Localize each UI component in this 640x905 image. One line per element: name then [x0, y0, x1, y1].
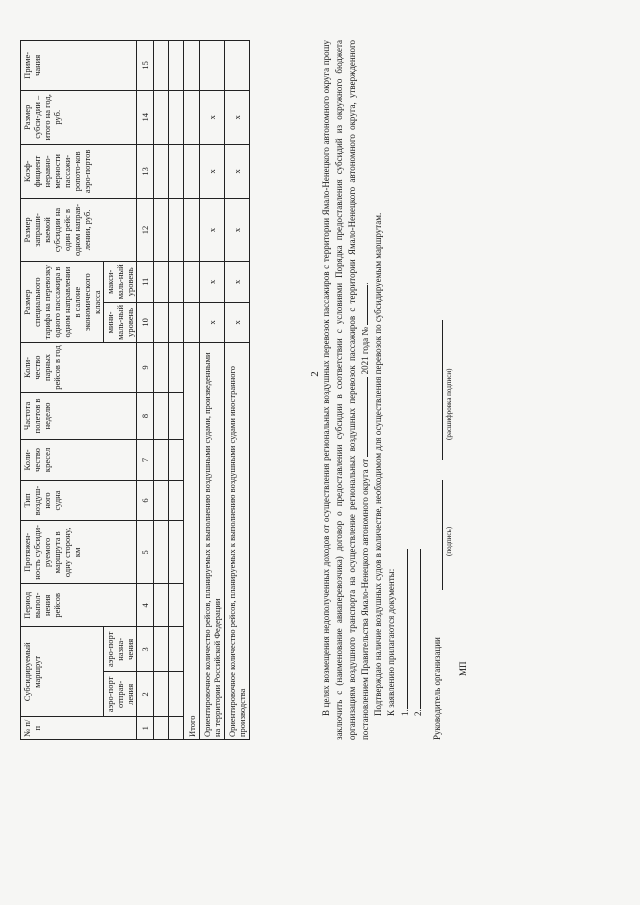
signature-block — [431, 40, 471, 740]
header-frequency: Частота полетов в неделю — [21, 392, 137, 439]
col-number: 11 — [137, 262, 154, 303]
header-pair-flights: Коли-чество парных рейсов в год — [21, 343, 137, 393]
x-mark: х — [200, 302, 225, 343]
foreign-aircraft-row — [225, 41, 250, 740]
table-row — [154, 41, 169, 740]
request-text: В целях возмещения недополученных доходов от осуществления региональных воздушных перевозок пассажиров с территории Ямало-Ненецкого автономного округа прошу заключить с (наименование авиаперевозчика) договор о предоставлении субсидии в соответствии с условиями Порядка предоставления субсидий из окружного бюджета организациям воздушного транспорта на осуществление региональных воздушных перевозок пассажиров с территории Ямало-Ненецкого автономного округа, утвержденного постановлением Правительства Ямало-Ненецкого автономного округа от — [321, 40, 371, 740]
header-tariff-max: макси-маль-ный уровень — [104, 262, 137, 303]
table-row — [169, 41, 184, 740]
x-mark: х — [200, 262, 225, 303]
decode-hint: (расшифровка подписи) — [445, 368, 454, 440]
x-mark: х — [225, 90, 250, 144]
header-notes: Приме-чания — [21, 41, 137, 91]
foreign-aircraft-label: Ориентировочное количество рейсов, планируемых к выполнению воздушными судами иностранного производства — [225, 343, 250, 740]
col-number: 15 — [137, 41, 154, 91]
application-text — [320, 40, 471, 740]
header-aircraft-type: Тип воздуш-ного судна — [21, 480, 137, 521]
total-label: Итого — [184, 343, 200, 740]
paragraph-confirm: Подтверждаю наличие воздушных судов в количестве, необходимом для осуществления перевозок по субсидируемым маршрутам. — [373, 212, 384, 716]
header-tariff-min: мини-маль-ный уровень — [104, 302, 137, 343]
header-route: Субсидируемый маршрут — [21, 627, 104, 717]
header-num: № п/п — [21, 717, 137, 740]
header-coefficient: Коэф-фициент неравно-мерности пассажи-ропото-ков аэро-портов — [21, 144, 137, 198]
col-number: 6 — [137, 480, 154, 521]
col-number: 1 — [137, 717, 154, 740]
header-subsidy-per-flight: Размер запраши-ваемой субсидии на один рейс в одном направ-лении, руб. — [21, 198, 137, 261]
paragraph-request: В целях возмещения недополученных доходов от осуществления региональных воздушных перевозок пассажиров с территории Ямало-Ненецкого автономного округа прошу заключить с (наименование авиаперевозчика) договор о предоставлении субсидии в соответствии с условиями Порядка предоставления субсидий из окружного бюджета организациям воздушного транспорта на осуществление региональных воздушных перевозок пассажиров с территории Ямало-Ненецкого автономного округа, утвержденного постановлением Правительства Ямало-Ненецкого автономного округа от 2021 года № . — [321, 40, 371, 740]
col-number: 7 — [137, 440, 154, 481]
signature-line — [442, 480, 443, 590]
list-item: 2. — [411, 40, 425, 740]
x-mark: х — [200, 90, 225, 144]
header-departure-airport: аэро-порт отправ-ления — [104, 672, 137, 717]
year-number-text: 2021 года № — [360, 326, 371, 375]
x-mark: х — [225, 262, 250, 303]
header-subsidy-total: Размер субси-дии – итого на год, руб. — [21, 90, 137, 144]
col-number: 5 — [137, 521, 154, 584]
col-number: 2 — [137, 672, 154, 717]
stamp-place: МП — [458, 661, 469, 676]
list-item: 1. — [398, 40, 412, 740]
x-mark: х — [225, 198, 250, 261]
header-tariff: Размер специального тарифа на перевозку одного пассажира в одном направлении в салоне экономического класса — [21, 262, 104, 343]
x-mark: х — [200, 198, 225, 261]
header-length: Протяжен-ность субсиди-руемого маршрута в одну сторону, км — [21, 521, 137, 584]
total-row — [184, 41, 200, 740]
col-number: 4 — [137, 584, 154, 627]
col-number: 9 — [137, 343, 154, 393]
column-numbers-row — [137, 41, 154, 740]
signer-label: Руководитель организации — [432, 637, 443, 740]
paragraph-attachments: К заявлению прилагаются документы: — [385, 568, 396, 716]
number-blank — [358, 285, 368, 325]
rotated-content — [20, 40, 540, 740]
col-number: 8 — [137, 392, 154, 439]
x-mark: х — [200, 144, 225, 198]
col-number: 10 — [137, 302, 154, 343]
col-number: 13 — [137, 144, 154, 198]
header-seats: Коли-чество кресел — [21, 440, 137, 481]
col-number: 3 — [137, 627, 154, 672]
subsidy-table — [20, 40, 250, 740]
page-number: 2 — [308, 371, 321, 377]
russian-aircraft-row — [200, 41, 225, 740]
x-mark: х — [225, 302, 250, 343]
signature-hint: (подпись) — [445, 526, 454, 556]
header-arrival-airport: аэро-порт назна-чения — [104, 627, 137, 672]
x-mark: х — [225, 144, 250, 198]
col-number: 12 — [137, 198, 154, 261]
header-period: Период выпол-нения рейсов — [21, 584, 137, 627]
date-blank — [358, 377, 368, 457]
decode-line — [442, 320, 443, 460]
russian-aircraft-label: Ориентировочное количество рейсов, планируемых к выполнению воздушными судами, произведенными на территории Российской Федерации — [200, 343, 225, 740]
col-number: 14 — [137, 90, 154, 144]
